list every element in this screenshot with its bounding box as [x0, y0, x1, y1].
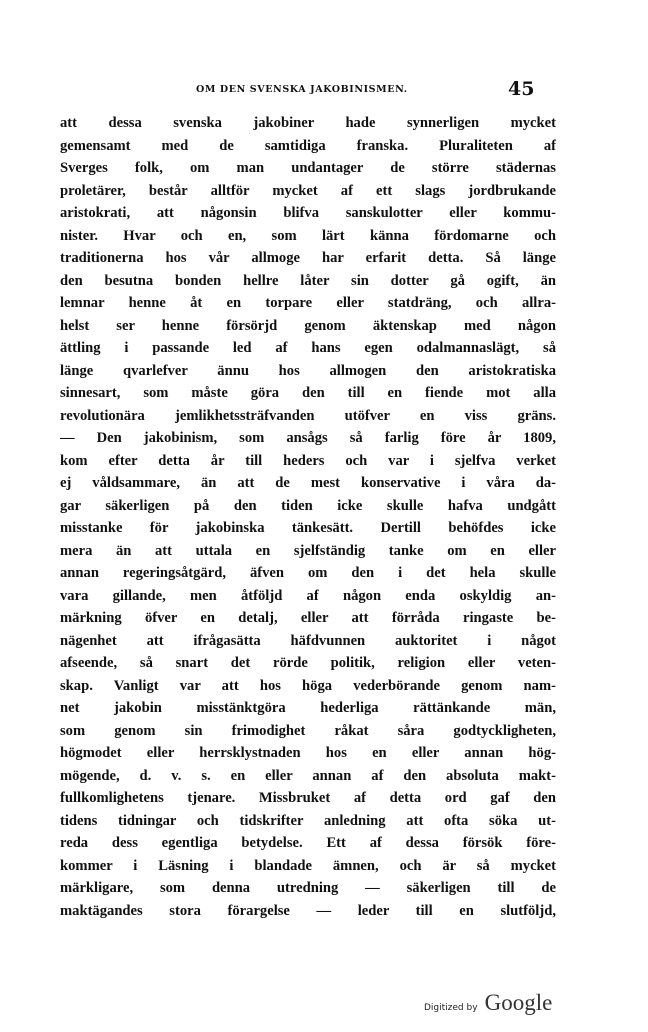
text-line: annan regeringsåtgärd, äfven om den i det hela skulle: [60, 565, 556, 581]
digitized-label: Digitized by: [424, 1003, 478, 1013]
text-line: traditionerna hos vår allmoge har erfarit detta. Så länge: [60, 250, 556, 266]
google-logo: Google: [484, 990, 553, 1015]
text-line: kommer i Läsning i blandade ämnen, och är så mycket: [60, 857, 556, 874]
text-line: högmodet eller herrsklystnaden hos en eller annan hög-: [60, 745, 556, 761]
text-line: att dessa svenska jakobiner hade synnerligen mycket: [60, 115, 556, 131]
running-header: [0, 80, 648, 100]
text-line: reda dess egentliga betydelse. Ett af dessa försök före-: [60, 835, 556, 851]
text-line: maktägandes stora förargelse — leder till en slutföljd,: [60, 902, 556, 919]
text-line: misstanke för jakobinska tänkesätt. Dertill behöfdes icke: [60, 520, 556, 536]
text-line: lemnar henne åt en torpare eller statdräng, och allra-: [60, 295, 556, 311]
text-line: vara gillande, men åtföljd af någon enda oskyldig an-: [60, 587, 556, 604]
text-line: märkning öfver en detalj, eller att förråda ringaste be-: [60, 610, 556, 626]
text-line: nägenhet att ifrågasätta häfdvunnen auktoritet i något: [60, 632, 556, 649]
text-line: sinnesart, som måste göra den till en fiende mot alla: [60, 385, 556, 401]
text-line: länge qvarlefver ännu hos allmogen den aristokratiska: [60, 362, 556, 379]
text-line: gemensamt med de samtidiga franska. Pluraliteten af: [60, 137, 556, 154]
text-line: aristokrati, att någonsin blifva sanskulotter eller kommu-: [60, 205, 556, 221]
text-line: proletärer, består alltför mycket af ett slags jordbrukande: [60, 182, 556, 199]
text-line: som genom sin frimodighet råkat såra godtyckligheten,: [60, 722, 556, 739]
text-line: gar säkerligen på den tiden icke skulle hafva undgått: [60, 497, 556, 514]
body-text: [60, 112, 556, 922]
text-line: helst ser henne försörjd genom äktenskap med någon: [60, 317, 556, 334]
text-line: den besutna bonden hellre låter sin dotter gå ogift, än: [60, 272, 556, 289]
text-line: skap. Vanligt var att hos höga vederbörande genom nam-: [60, 677, 556, 694]
text-line: afseende, så snart det rörde politik, religion eller veten-: [60, 655, 556, 671]
page-number: 45: [508, 78, 535, 100]
digitized-watermark: [424, 990, 552, 1018]
text-line: net jakobin misstänktgöra hederliga rättänkande män,: [60, 700, 556, 716]
text-line: revolutionära jemlikhetssträfvanden utöfver en viss gräns.: [60, 407, 556, 424]
text-line: tidens tidningar och tidskrifter anledning att ofta söka ut-: [60, 812, 556, 829]
text-line: mögende, d. v. s. en eller annan af den absoluta makt-: [60, 767, 556, 784]
text-line: ättling i passande led af hans egen odalmannaslägt, så: [60, 340, 556, 356]
text-line: fullkomlighetens tjenare. Missbruket af detta ord gaf den: [60, 790, 556, 806]
text-line: — Den jakobinism, som ansågs så farlig före år 1809,: [60, 430, 556, 446]
text-line: kom efter detta år till heders och var i sjelfva verket: [60, 452, 556, 469]
text-line: märkligare, som denna utredning — säkerligen till de: [60, 880, 556, 896]
text-line: mera än att uttala en sjelfständig tanke om en eller: [60, 542, 556, 559]
text-line: ej våldsammare, än att de mest konservative i våra da-: [60, 475, 556, 491]
running-title: OM DEN SVENSKA JAKOBINISMEN.: [196, 84, 408, 95]
text-line: nister. Hvar och en, som lärt känna fördomarne och: [60, 227, 556, 244]
text-line: Sverges folk, om man undantager de större städernas: [60, 160, 556, 176]
